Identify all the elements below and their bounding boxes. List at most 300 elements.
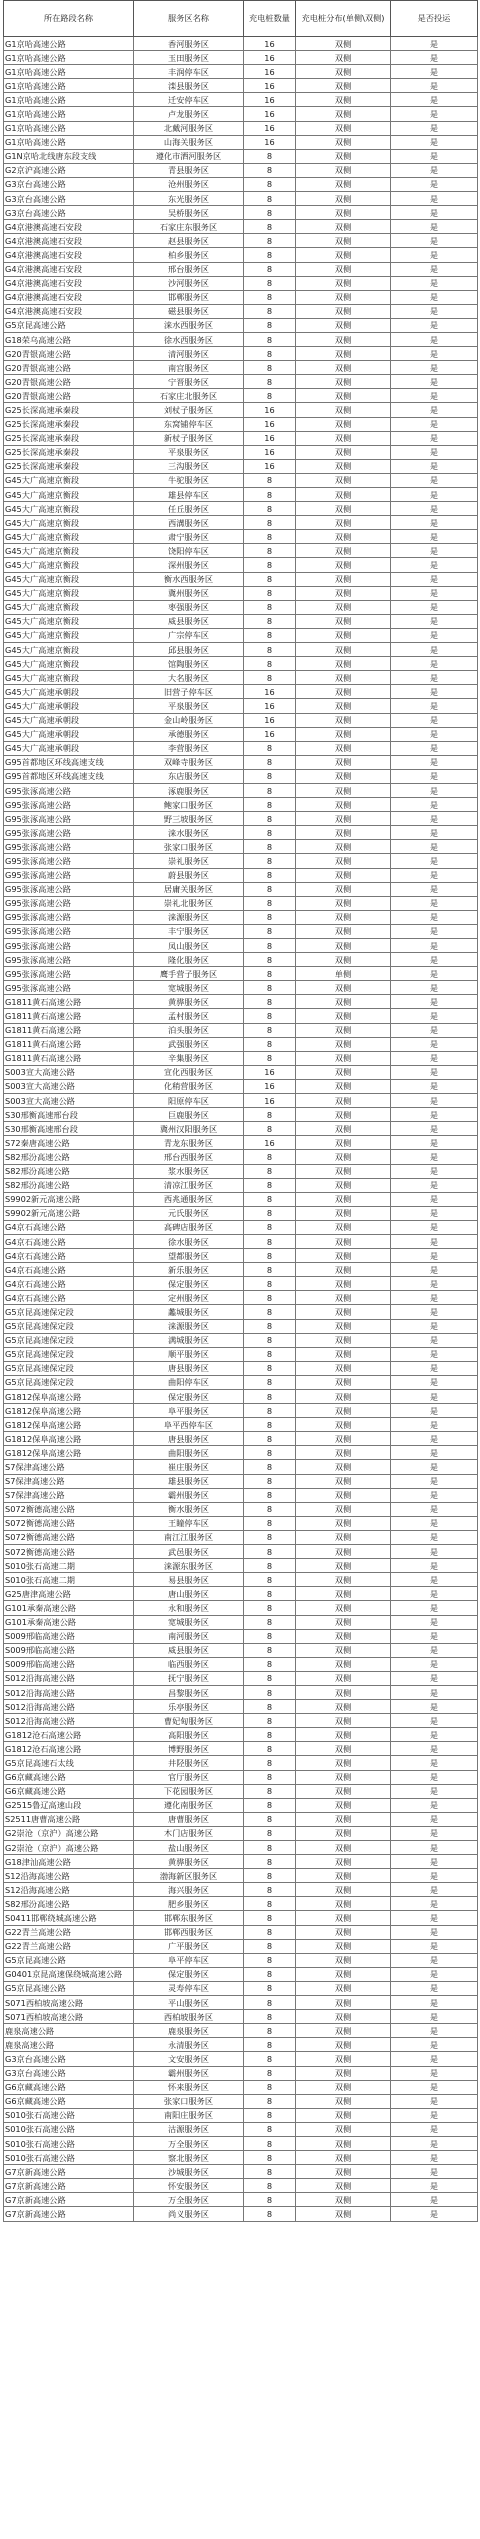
cell-road-section: G4京港澳高速石安段 (4, 220, 134, 234)
table-row (4, 1192, 478, 1206)
cell-service-area: 满城服务区 (134, 1333, 244, 1347)
cell-road-section: S012沿海高速公路 (4, 1714, 134, 1728)
table-row (4, 1714, 478, 1728)
cell-road-section: G4京港澳高速石安段 (4, 262, 134, 276)
cell-in-operation: 是 (391, 347, 478, 361)
cell-service-area: 磁县服务区 (134, 304, 244, 318)
cell-road-section: S010张石高速公路 (4, 2108, 134, 2122)
table-row (4, 798, 478, 812)
cell-pile-distribution: 双侧 (296, 1178, 391, 1192)
cell-pile-distribution: 双侧 (296, 840, 391, 854)
cell-road-section: S12沿海高速公路 (4, 1883, 134, 1897)
cell-road-section: S003宣大高速公路 (4, 1065, 134, 1079)
cell-pile-count: 8 (244, 1122, 296, 1136)
cell-pile-count: 8 (244, 347, 296, 361)
cell-pile-distribution: 双侧 (296, 1939, 391, 1953)
cell-pile-distribution: 双侧 (296, 2038, 391, 2052)
cell-pile-distribution: 双侧 (296, 1333, 391, 1347)
cell-pile-distribution: 双侧 (296, 516, 391, 530)
table-row (4, 2024, 478, 2038)
cell-pile-count: 8 (244, 163, 296, 177)
cell-pile-count: 8 (244, 1981, 296, 1995)
cell-service-area: 巨鹿服务区 (134, 1108, 244, 1122)
cell-road-section: G5京昆高速保定段 (4, 1347, 134, 1361)
cell-service-area: 怀来服务区 (134, 2080, 244, 2094)
cell-in-operation: 是 (391, 65, 478, 79)
cell-in-operation: 是 (391, 1869, 478, 1883)
cell-in-operation: 是 (391, 2122, 478, 2136)
cell-in-operation: 是 (391, 1136, 478, 1150)
cell-road-section: S009邢临高速公路 (4, 1643, 134, 1657)
cell-in-operation: 是 (391, 1911, 478, 1925)
table-row (4, 1220, 478, 1234)
cell-road-section: G2崇沧（京沪）高速公路 (4, 1826, 134, 1840)
cell-road-section: G3京台高速公路 (4, 192, 134, 206)
cell-road-section: G20青银高速公路 (4, 389, 134, 403)
cell-road-section: G7京新高速公路 (4, 2193, 134, 2207)
cell-pile-distribution: 双侧 (296, 572, 391, 586)
table-row (4, 1249, 478, 1263)
cell-in-operation: 是 (391, 177, 478, 191)
cell-service-area: 望都服务区 (134, 1249, 244, 1263)
cell-road-section: G5京昆高速公路 (4, 318, 134, 332)
cell-in-operation: 是 (391, 1122, 478, 1136)
cell-pile-distribution: 双侧 (296, 1079, 391, 1093)
cell-pile-count: 8 (244, 783, 296, 797)
charging-pile-table (3, 0, 478, 2222)
cell-road-section: G45大广高速京衡段 (4, 657, 134, 671)
cell-pile-count: 8 (244, 1277, 296, 1291)
cell-pile-distribution: 双侧 (296, 1249, 391, 1263)
cell-service-area: 石家庄东服务区 (134, 220, 244, 234)
cell-in-operation: 是 (391, 1897, 478, 1911)
table-row (4, 741, 478, 755)
cell-pile-distribution: 双侧 (296, 643, 391, 657)
cell-pile-count: 8 (244, 1502, 296, 1516)
cell-service-area: 察北服务区 (134, 2151, 244, 2165)
cell-pile-distribution: 双侧 (296, 318, 391, 332)
cell-in-operation: 是 (391, 671, 478, 685)
table-row (4, 1826, 478, 1840)
cell-pile-count: 16 (244, 107, 296, 121)
cell-road-section: G6京藏高速公路 (4, 2080, 134, 2094)
cell-road-section: G101承秦高速公路 (4, 1601, 134, 1615)
cell-pile-count: 8 (244, 1742, 296, 1756)
cell-pile-distribution: 双侧 (296, 896, 391, 910)
cell-pile-distribution: 双侧 (296, 995, 391, 1009)
cell-road-section: G45大广高速京衡段 (4, 516, 134, 530)
cell-pile-count: 8 (244, 1812, 296, 1826)
cell-road-section: G25长深高速承秦段 (4, 417, 134, 431)
cell-service-area: 灵寿停车区 (134, 1981, 244, 1995)
cell-in-operation: 是 (391, 826, 478, 840)
cell-road-section: G25长深高速承秦段 (4, 403, 134, 417)
cell-pile-distribution: 双侧 (296, 361, 391, 375)
cell-pile-distribution: 双侧 (296, 530, 391, 544)
cell-pile-count: 8 (244, 910, 296, 924)
cell-road-section: G25唐津高速公路 (4, 1587, 134, 1601)
cell-in-operation: 是 (391, 163, 478, 177)
table-row (4, 1404, 478, 1418)
cell-pile-distribution: 双侧 (296, 220, 391, 234)
cell-pile-distribution: 双侧 (296, 1023, 391, 1037)
cell-pile-distribution: 双侧 (296, 389, 391, 403)
cell-pile-distribution: 双侧 (296, 868, 391, 882)
cell-road-section: G95首都地区环线高速支线 (4, 755, 134, 769)
cell-road-section: G45大广高速京衡段 (4, 643, 134, 657)
cell-pile-count: 8 (244, 1700, 296, 1714)
cell-pile-count: 8 (244, 1841, 296, 1855)
cell-in-operation: 是 (391, 2038, 478, 2052)
cell-service-area: 唐山服务区 (134, 1587, 244, 1601)
cell-service-area: 定州服务区 (134, 1291, 244, 1305)
cell-service-area: 徐水服务区 (134, 1234, 244, 1248)
table-row (4, 107, 478, 121)
cell-pile-distribution: 双侧 (296, 854, 391, 868)
cell-pile-count: 8 (244, 234, 296, 248)
table-row (4, 304, 478, 318)
cell-service-area: 海兴服务区 (134, 1883, 244, 1897)
cell-service-area: 牛驼服务区 (134, 473, 244, 487)
cell-service-area: 沧州服务区 (134, 177, 244, 191)
cell-pile-count: 8 (244, 332, 296, 346)
cell-pile-count: 16 (244, 403, 296, 417)
table-row (4, 1333, 478, 1347)
cell-pile-distribution: 双侧 (296, 1192, 391, 1206)
cell-in-operation: 是 (391, 1714, 478, 1728)
cell-pile-distribution: 双侧 (296, 1812, 391, 1826)
cell-service-area: 香河服务区 (134, 37, 244, 51)
cell-service-area: 北戴河服务区 (134, 121, 244, 135)
cell-pile-distribution: 双侧 (296, 1319, 391, 1333)
cell-road-section: G5京昆高速保定段 (4, 1361, 134, 1375)
cell-road-section: G4京石高速公路 (4, 1263, 134, 1277)
cell-pile-count: 8 (244, 1263, 296, 1277)
cell-service-area: 柏乡服务区 (134, 248, 244, 262)
cell-in-operation: 是 (391, 953, 478, 967)
table-row (4, 727, 478, 741)
cell-in-operation: 是 (391, 1967, 478, 1981)
cell-service-area: 南阳庄服务区 (134, 2108, 244, 2122)
table-row (4, 1164, 478, 1178)
cell-road-section: G1京哈高速公路 (4, 65, 134, 79)
cell-road-section: G3京台高速公路 (4, 2052, 134, 2066)
cell-service-area: 遵化市洒河服务区 (134, 149, 244, 163)
table-row (4, 713, 478, 727)
cell-road-section: G45大广高速承朝段 (4, 685, 134, 699)
cell-pile-distribution: 双侧 (296, 502, 391, 516)
cell-in-operation: 是 (391, 1601, 478, 1615)
cell-pile-count: 16 (244, 685, 296, 699)
cell-road-section: S12沿海高速公路 (4, 1869, 134, 1883)
cell-pile-distribution: 双侧 (296, 192, 391, 206)
table-row (4, 1559, 478, 1573)
cell-pile-count: 8 (244, 206, 296, 220)
cell-service-area: 永清服务区 (134, 2038, 244, 2052)
cell-pile-count: 8 (244, 939, 296, 953)
cell-pile-count: 8 (244, 177, 296, 191)
table-row (4, 840, 478, 854)
cell-pile-distribution: 双侧 (296, 1291, 391, 1305)
cell-pile-count: 8 (244, 1939, 296, 1953)
cell-service-area: 井陉服务区 (134, 1756, 244, 1770)
cell-pile-distribution: 双侧 (296, 600, 391, 614)
cell-pile-distribution: 双侧 (296, 1826, 391, 1840)
cell-road-section: S010张石高速二期 (4, 1559, 134, 1573)
cell-in-operation: 是 (391, 967, 478, 981)
cell-service-area: 遵化南服务区 (134, 1798, 244, 1812)
cell-in-operation: 是 (391, 304, 478, 318)
cell-pile-count: 16 (244, 1065, 296, 1079)
cell-pile-distribution: 双侧 (296, 1460, 391, 1474)
cell-service-area: 泊头服务区 (134, 1023, 244, 1037)
cell-pile-count: 8 (244, 1756, 296, 1770)
cell-pile-distribution: 双侧 (296, 614, 391, 628)
cell-pile-count: 8 (244, 882, 296, 896)
cell-road-section: S071西柏坡高速公路 (4, 1996, 134, 2010)
cell-pile-distribution: 双侧 (296, 417, 391, 431)
cell-pile-distribution: 双侧 (296, 1714, 391, 1728)
table-row (4, 2193, 478, 2207)
cell-in-operation: 是 (391, 1277, 478, 1291)
cell-road-section: G4京港澳高速石安段 (4, 234, 134, 248)
cell-in-operation: 是 (391, 1516, 478, 1530)
cell-pile-count: 8 (244, 995, 296, 1009)
cell-pile-distribution: 双侧 (296, 2122, 391, 2136)
cell-road-section: G45大广高速京衡段 (4, 586, 134, 600)
cell-in-operation: 是 (391, 2080, 478, 2094)
cell-pile-count: 16 (244, 79, 296, 93)
cell-pile-distribution: 双侧 (296, 1220, 391, 1234)
cell-pile-count: 8 (244, 473, 296, 487)
cell-pile-count: 8 (244, 1164, 296, 1178)
table-row (4, 1855, 478, 1869)
cell-pile-distribution: 双侧 (296, 1615, 391, 1629)
table-row (4, 361, 478, 375)
cell-pile-distribution: 双侧 (296, 1629, 391, 1643)
cell-service-area: 东光服务区 (134, 192, 244, 206)
cell-service-area: 辛集服务区 (134, 1051, 244, 1065)
cell-pile-count: 16 (244, 1079, 296, 1093)
cell-in-operation: 是 (391, 1291, 478, 1305)
cell-pile-count: 8 (244, 262, 296, 276)
cell-pile-count: 8 (244, 840, 296, 854)
table-row (4, 163, 478, 177)
cell-service-area: 大名服务区 (134, 671, 244, 685)
table-row (4, 488, 478, 502)
cell-in-operation: 是 (391, 2207, 478, 2221)
table-row (4, 1065, 478, 1079)
cell-pile-distribution: 双侧 (296, 2108, 391, 2122)
cell-pile-distribution: 双侧 (296, 1361, 391, 1375)
cell-in-operation: 是 (391, 1305, 478, 1319)
cell-pile-distribution: 双侧 (296, 910, 391, 924)
cell-road-section: S7保津高速公路 (4, 1460, 134, 1474)
cell-road-section: G1N京哈北线唐东段支线 (4, 149, 134, 163)
cell-pile-count: 8 (244, 530, 296, 544)
cell-in-operation: 是 (391, 459, 478, 473)
cell-road-section: S010张石高速二期 (4, 1573, 134, 1587)
cell-pile-count: 16 (244, 713, 296, 727)
table-row (4, 614, 478, 628)
cell-in-operation: 是 (391, 1390, 478, 1404)
cell-pile-count: 8 (244, 2108, 296, 2122)
cell-service-area: 乐亭服务区 (134, 1700, 244, 1714)
cell-service-area: 高碑店服务区 (134, 1220, 244, 1234)
header-road-section: 所在路段名称 (4, 1, 134, 37)
cell-road-section: G95张涿高速公路 (4, 868, 134, 882)
table-row (4, 1967, 478, 1981)
cell-pile-count: 8 (244, 502, 296, 516)
cell-in-operation: 是 (391, 924, 478, 938)
table-row (4, 347, 478, 361)
cell-pile-count: 8 (244, 375, 296, 389)
cell-pile-count: 8 (244, 304, 296, 318)
cell-road-section: S010张石高速公路 (4, 2136, 134, 2150)
table-row (4, 1474, 478, 1488)
cell-road-section: S82邢汾高速公路 (4, 1178, 134, 1192)
cell-service-area: 迁安停车区 (134, 93, 244, 107)
table-row (4, 657, 478, 671)
cell-road-section: S071西柏坡高速公路 (4, 2010, 134, 2024)
cell-pile-count: 8 (244, 1911, 296, 1925)
cell-pile-distribution: 双侧 (296, 1305, 391, 1319)
cell-pile-count: 8 (244, 1305, 296, 1319)
cell-pile-count: 8 (244, 1728, 296, 1742)
cell-road-section: S009邢临高速公路 (4, 1657, 134, 1671)
cell-road-section: G95张涿高速公路 (4, 939, 134, 953)
cell-in-operation: 是 (391, 1037, 478, 1051)
cell-pile-count: 8 (244, 826, 296, 840)
cell-pile-distribution: 双侧 (296, 1390, 391, 1404)
cell-service-area: 阜平西停车区 (134, 1418, 244, 1432)
cell-pile-count: 8 (244, 1784, 296, 1798)
cell-pile-count: 8 (244, 318, 296, 332)
table-row (4, 431, 478, 445)
cell-pile-count: 8 (244, 1925, 296, 1939)
cell-pile-distribution: 双侧 (296, 2024, 391, 2038)
cell-in-operation: 是 (391, 1079, 478, 1093)
cell-pile-distribution: 双侧 (296, 2165, 391, 2179)
cell-in-operation: 是 (391, 1530, 478, 1544)
cell-in-operation: 是 (391, 1418, 478, 1432)
cell-in-operation: 是 (391, 2193, 478, 2207)
table-row (4, 2151, 478, 2165)
cell-pile-count: 8 (244, 361, 296, 375)
table-row (4, 1587, 478, 1601)
cell-service-area: 深州服务区 (134, 558, 244, 572)
cell-pile-distribution: 双侧 (296, 1516, 391, 1530)
table-row (4, 2108, 478, 2122)
cell-service-area: 鲍家口服务区 (134, 798, 244, 812)
cell-road-section: G2崇沧（京沪）高速公路 (4, 1841, 134, 1855)
cell-service-area: 西兆通服务区 (134, 1192, 244, 1206)
cell-in-operation: 是 (391, 1108, 478, 1122)
cell-pile-count: 8 (244, 1206, 296, 1220)
cell-service-area: 下花园服务区 (134, 1784, 244, 1798)
cell-pile-distribution: 双侧 (296, 445, 391, 459)
table-row (4, 995, 478, 1009)
cell-pile-distribution: 双侧 (296, 276, 391, 290)
cell-service-area: 西溝服务区 (134, 516, 244, 530)
cell-pile-count: 8 (244, 798, 296, 812)
cell-road-section: G20青银高速公路 (4, 361, 134, 375)
table-row (4, 755, 478, 769)
cell-in-operation: 是 (391, 290, 478, 304)
cell-service-area: 凤山服务区 (134, 939, 244, 953)
cell-road-section: S30邢衡高速邢台段 (4, 1122, 134, 1136)
cell-road-section: G95张涿高速公路 (4, 967, 134, 981)
table-row (4, 375, 478, 389)
cell-in-operation: 是 (391, 1220, 478, 1234)
table-row (4, 459, 478, 473)
cell-road-section: 鹿泉高速公路 (4, 2038, 134, 2052)
cell-service-area: 武强服务区 (134, 1037, 244, 1051)
cell-pile-count: 8 (244, 741, 296, 755)
cell-road-section: G1812保阜高速公路 (4, 1446, 134, 1460)
cell-in-operation: 是 (391, 2024, 478, 2038)
cell-service-area: 霸州服务区 (134, 2066, 244, 2080)
cell-in-operation: 是 (391, 1446, 478, 1460)
cell-in-operation: 是 (391, 1375, 478, 1389)
cell-service-area: 保定服务区 (134, 1390, 244, 1404)
cell-road-section: S003宣大高速公路 (4, 1079, 134, 1093)
cell-pile-count: 8 (244, 2207, 296, 2221)
cell-pile-distribution: 双侧 (296, 375, 391, 389)
cell-pile-distribution: 双侧 (296, 1347, 391, 1361)
cell-service-area: 顺平服务区 (134, 1347, 244, 1361)
cell-service-area: 涞水西服务区 (134, 318, 244, 332)
cell-in-operation: 是 (391, 530, 478, 544)
cell-road-section: S009邢临高速公路 (4, 1629, 134, 1643)
cell-in-operation: 是 (391, 798, 478, 812)
cell-service-area: 曲阳停车区 (134, 1375, 244, 1389)
cell-service-area: 崇礼服务区 (134, 854, 244, 868)
cell-pile-distribution: 双侧 (296, 699, 391, 713)
cell-service-area: 霸州服务区 (134, 1488, 244, 1502)
cell-pile-distribution: 双侧 (296, 1657, 391, 1671)
cell-pile-count: 8 (244, 657, 296, 671)
cell-service-area: 居庸关服务区 (134, 882, 244, 896)
cell-road-section: G45大广高速京衡段 (4, 671, 134, 685)
table-row (4, 783, 478, 797)
cell-pile-distribution: 双侧 (296, 473, 391, 487)
cell-pile-distribution: 双侧 (296, 741, 391, 755)
cell-service-area: 西柏坡服务区 (134, 2010, 244, 2024)
cell-pile-count: 8 (244, 2179, 296, 2193)
table-row (4, 981, 478, 995)
cell-pile-distribution: 双侧 (296, 1037, 391, 1051)
table-row (4, 1939, 478, 1953)
cell-road-section: G101承秦高速公路 (4, 1615, 134, 1629)
cell-pile-distribution: 双侧 (296, 1545, 391, 1559)
table-row (4, 135, 478, 149)
cell-service-area: 涞水服务区 (134, 826, 244, 840)
table-row (4, 769, 478, 783)
cell-service-area: 邱县服务区 (134, 643, 244, 657)
cell-road-section: G45大广高速承朝段 (4, 713, 134, 727)
cell-pile-distribution: 双侧 (296, 1234, 391, 1248)
cell-pile-count: 8 (244, 1418, 296, 1432)
table-row (4, 1756, 478, 1770)
cell-pile-distribution: 双侧 (296, 1911, 391, 1925)
table-row (4, 2066, 478, 2080)
cell-road-section: G7京新高速公路 (4, 2179, 134, 2193)
cell-road-section: G95张涿高速公路 (4, 953, 134, 967)
cell-pile-distribution: 双侧 (296, 783, 391, 797)
cell-pile-count: 8 (244, 1573, 296, 1587)
table-row (4, 445, 478, 459)
